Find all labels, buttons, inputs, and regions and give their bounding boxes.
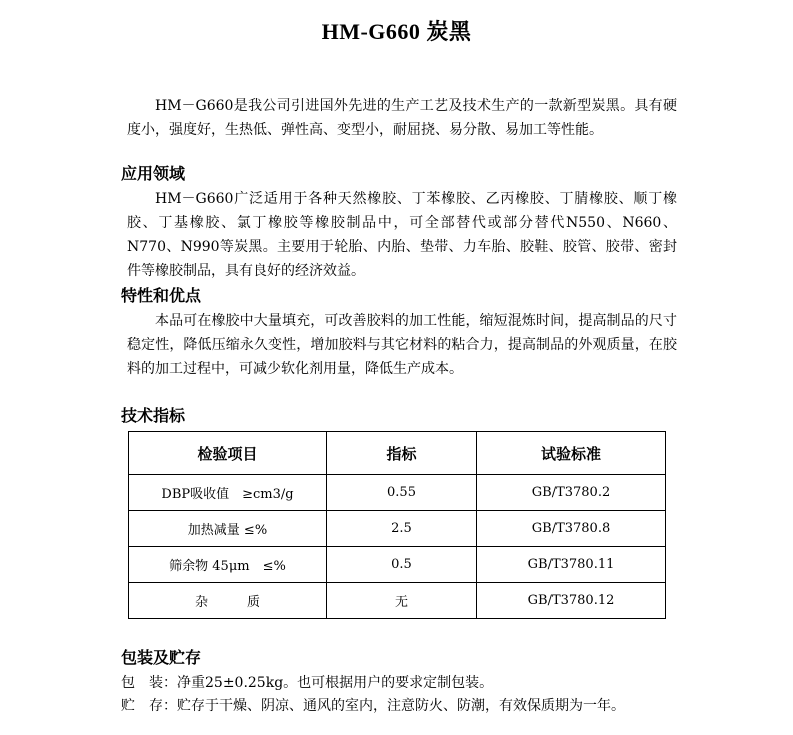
table-row: [129, 511, 666, 547]
cell-item: DBP吸收值 ≥cm3/g: [129, 475, 327, 511]
cell-value: 2.5: [327, 511, 477, 547]
table-row: [129, 547, 666, 583]
table-header-row: [129, 432, 666, 475]
header-test-item: 检验项目: [129, 432, 327, 475]
table-row: [129, 583, 666, 619]
packaging-heading: 包装及贮存: [121, 648, 202, 667]
storage-line: 贮 存：贮存于干燥、阴凉、通风的室内，注意防火、防潮，有效保质期为一年。: [121, 698, 625, 714]
applications-paragraph: HM－G660广泛适用于各种天然橡胶、丁苯橡胶、乙丙橡胶、丁腈橡胶、顺丁橡胶、丁基橡胶、氯丁橡胶等橡胶制品中，可全部替代或部分替代N550、N660、N770、N990等炭黑。主要用于轮胎、内胎、垫带、力车胎、胶鞋、胶管、胶带、密封件等橡胶制品，具有良好的经济效益。: [127, 191, 677, 279]
table-row: [129, 475, 666, 511]
cell-value: 无: [327, 583, 477, 619]
intro-paragraph: HM－G660是我公司引进国外先进的生产工艺及技术生产的一款新型炭黑。具有硬度小，强度好，生热低、弹性高、变型小，耐屈挠、易分散、易加工等性能。: [127, 98, 677, 138]
features-paragraph: 本品可在橡胶中大量填充，可改善胶料的加工性能，缩短混炼时间，提高制品的尺寸稳定性，降低压缩永久变性，增加胶料与其它材料的粘合力，提高制品的外观质量，在胶料的加工过程中，可减少软化剂用量，降低生产成本。: [127, 313, 677, 377]
cell-item: 杂 质: [129, 583, 327, 619]
cell-item: 筛余物 45μm ≤%: [129, 547, 327, 583]
applications-heading: 应用领域: [121, 164, 186, 183]
cell-standard: GB/T3780.12: [477, 583, 666, 619]
document-title: HM-G660 炭黑: [321, 19, 472, 44]
features-heading: 特性和优点: [121, 286, 202, 305]
cell-standard: GB/T3780.2: [477, 475, 666, 511]
header-index: 指标: [327, 432, 477, 475]
header-test-standard: 试验标准: [477, 432, 666, 475]
cell-standard: GB/T3780.8: [477, 511, 666, 547]
cell-value: 0.5: [327, 547, 477, 583]
specs-table: [128, 431, 666, 619]
cell-item: 加热减量 ≤%: [129, 511, 327, 547]
cell-standard: GB/T3780.11: [477, 547, 666, 583]
packing-line: 包 装：净重25±0.25kg。也可根据用户的要求定制包装。: [121, 675, 494, 691]
cell-value: 0.55: [327, 475, 477, 511]
specs-heading: 技术指标: [121, 406, 186, 425]
